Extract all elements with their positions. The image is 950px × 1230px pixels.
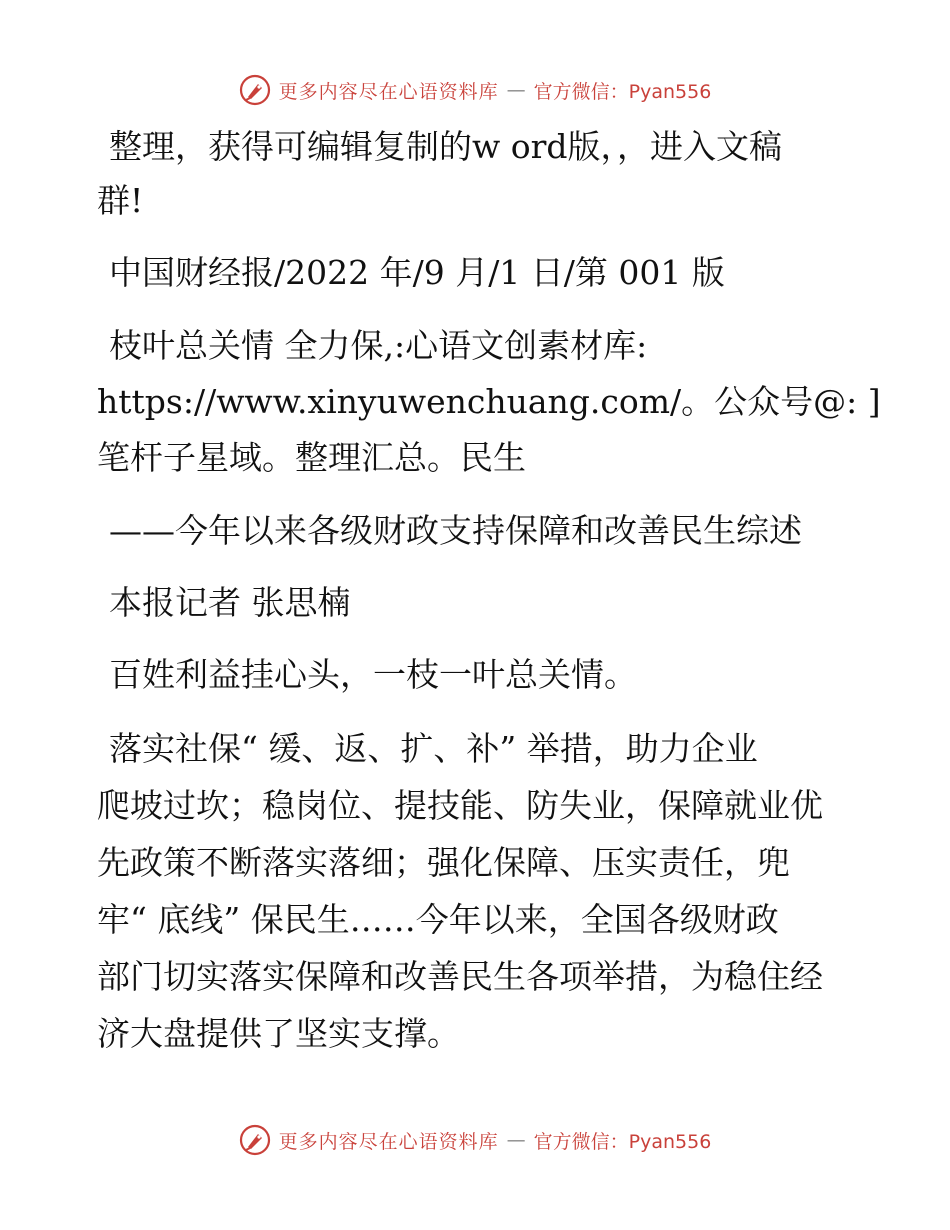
header-watermark — [0, 70, 950, 110]
footer-watermark — [0, 1120, 950, 1160]
text-line: 落实社保“ 缓、返、扩、补” 举措，助力企业 — [109, 729, 758, 768]
paragraph-intro — [97, 120, 857, 228]
text-line: https://www.xinyuwenchuang.com/。公众号@: ] — [97, 382, 881, 421]
text-line: 济大盘提供了坚实支撑。 — [97, 1014, 460, 1053]
text-line: 爬坡过坎；稳岗位、提技能、防失业，保障就业优 — [97, 786, 823, 825]
pen-nib-logo-icon — [239, 74, 271, 106]
watermark-wechat: 官方微信：Pyan556 — [533, 80, 712, 103]
paragraph-title — [97, 318, 881, 486]
watermark-wechat: 官方微信：Pyan556 — [533, 1130, 712, 1153]
paragraph-subtitle — [97, 504, 857, 558]
document-body — [97, 120, 881, 1080]
text-line: 整理，获得可编辑复制的w ord版，，进入文稿 — [109, 127, 783, 166]
text-line: 百姓利益挂心头，一枝一叶总关情。 — [109, 655, 637, 694]
paragraph-body — [97, 720, 857, 1062]
watermark-separator: — — [506, 1129, 526, 1151]
text-line: 群! — [97, 181, 144, 220]
watermark-separator: — — [506, 79, 526, 101]
watermark-text: 更多内容尽在心语资料库 — [278, 1130, 499, 1153]
pen-nib-logo-icon — [239, 1124, 271, 1156]
text-line: 本报记者 张思楠 — [109, 583, 351, 622]
paragraph-lead — [97, 648, 857, 702]
text-line: ——今年以来各级财政支持保障和改善民生综述 — [109, 511, 802, 550]
watermark-text: 更多内容尽在心语资料库 — [278, 80, 499, 103]
text-line: 牢“ 底线” 保民生……今年以来，全国各级财政 — [97, 900, 779, 939]
text-line: 先政策不断落实落细；强化保障、压实责任，兜 — [97, 843, 790, 882]
paragraph-byline — [97, 576, 857, 630]
text-line: 笔杆子星域。整理汇总。民生 — [97, 438, 526, 477]
text-line: 枝叶总关情 全力保,:心语文创素材库: — [109, 326, 648, 365]
text-line: 部门切实落实保障和改善民生各项举措，为稳住经 — [97, 957, 823, 996]
text-line: 中国财经报/2022 年/9 月/1 日/第 001 版 — [109, 253, 725, 292]
paragraph-source — [97, 246, 857, 300]
